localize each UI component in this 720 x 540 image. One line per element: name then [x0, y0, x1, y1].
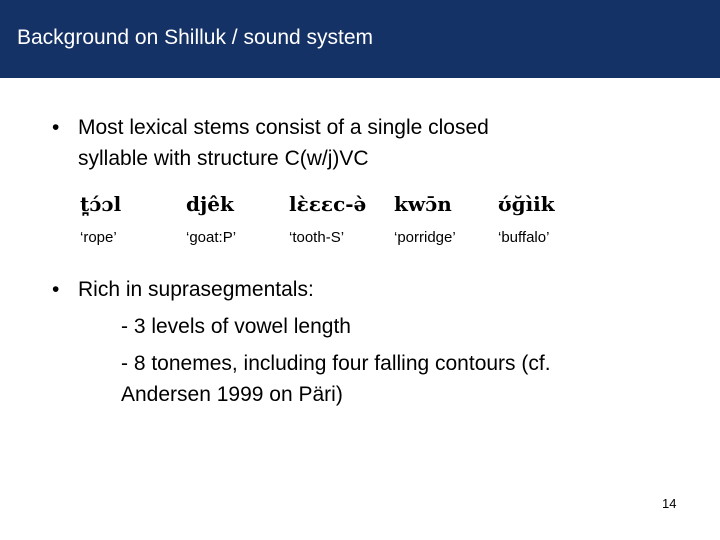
bullet-text-line: Rich in suprasegmentals:	[78, 278, 314, 301]
example-word: djêk	[186, 192, 234, 216]
example-gloss: ‘buffalo’	[498, 229, 550, 246]
example-word: kwɔ̄n	[394, 192, 452, 216]
example-gloss: ‘goat:P’	[186, 229, 237, 246]
bullet-icon: •	[52, 116, 60, 139]
bullet-icon: •	[52, 278, 60, 301]
slide-title: Background on Shilluk / sound system	[17, 26, 374, 49]
page-number: 14	[662, 496, 677, 511]
example-gloss: ‘tooth-S’	[289, 229, 345, 246]
bullet-text-line: Most lexical stems consist of a single closed	[78, 116, 489, 139]
example-word: ʊ́ɡ̆ìik	[498, 192, 555, 216]
bullet-text-line: syllable with structure C(w/j)VC	[78, 147, 369, 170]
example-word: lɛ̀ɛɛc-ə̀	[289, 192, 367, 216]
sub-point-vowel-length: - 3 levels of vowel length	[121, 315, 351, 338]
example-gloss: ‘rope’	[80, 229, 117, 246]
sub-point-reference: Andersen 1999 on Päri)	[121, 383, 343, 406]
sub-point-tonemes: - 8 tonemes, including four falling contours (cf.	[121, 352, 551, 375]
slide-header	[0, 0, 720, 78]
example-word: t̪ɔ́ɔl	[80, 192, 122, 216]
example-gloss: ‘porridge’	[394, 229, 456, 246]
